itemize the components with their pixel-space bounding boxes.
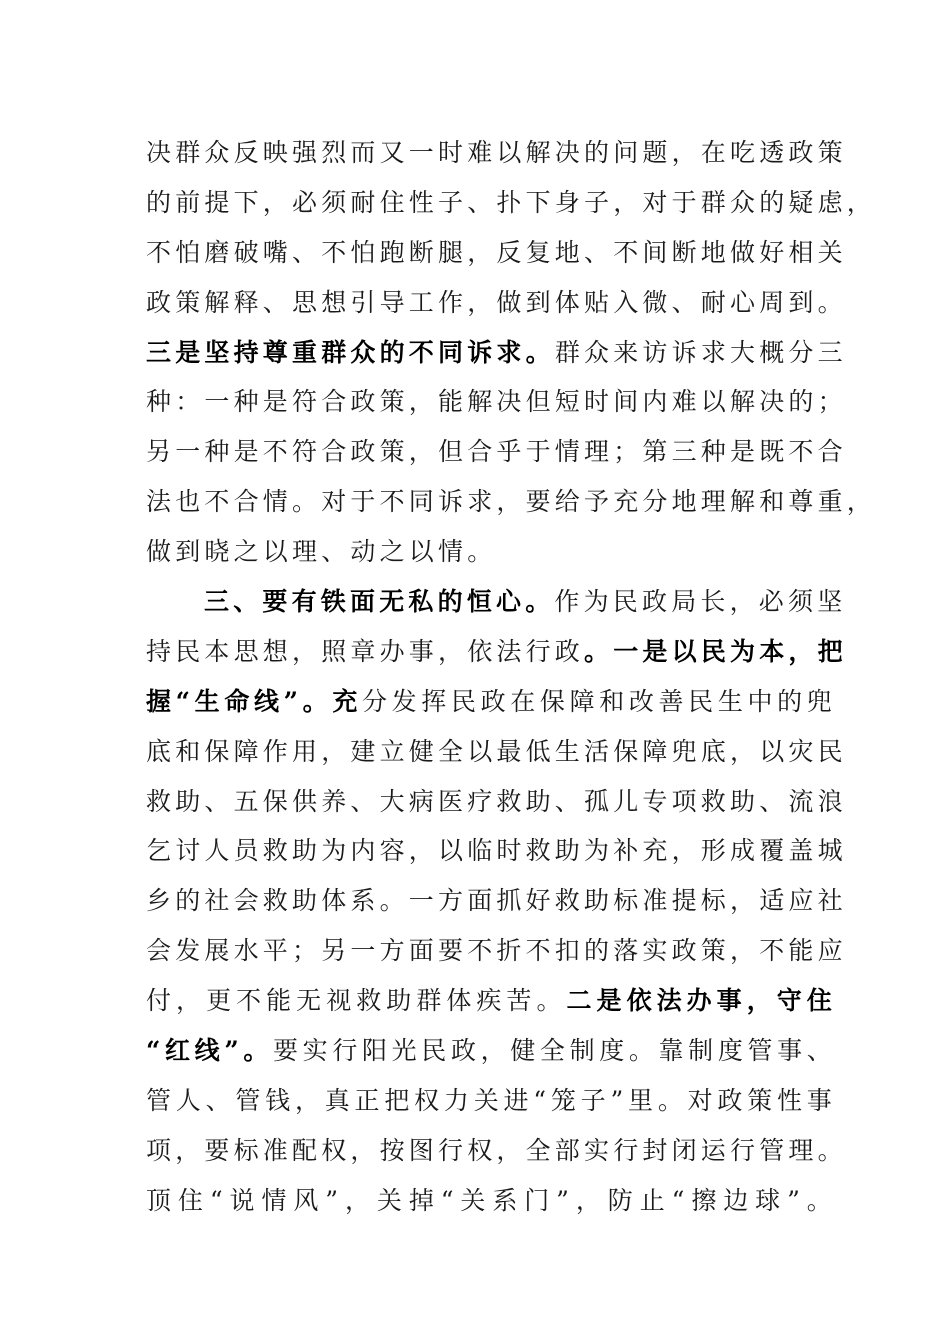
- text-segment: 作为民政局长，必须坚: [554, 587, 847, 617]
- document-page: [146, 128, 877, 1226]
- text-line: [146, 228, 847, 278]
- text-segment: 持民本思想，照章办事，依法行政: [146, 636, 585, 666]
- text-line: [146, 377, 847, 427]
- text-segment: 另一种是不符合政策，但合乎于情理；第三种是既不合: [146, 437, 847, 467]
- text-line: [146, 926, 847, 976]
- text-segment: 决群众反映强烈而又一时难以解决的问题，在吃透政策: [146, 138, 847, 167]
- text-segment: 要实行阳光民政，健全制度。靠制度管事、: [273, 1036, 836, 1066]
- text-line: [146, 427, 847, 477]
- bold-text-segment: 三是坚持尊重群众的不同诉求。: [146, 337, 555, 367]
- text-segment: 群众来访诉求大概分三: [554, 337, 847, 367]
- bold-text-segment: 。一是以民为本，把: [584, 636, 847, 666]
- text-segment: 做到晓之以理、动之以情。: [146, 537, 497, 567]
- text-segment: 项，要标准配权，按图行权，全部实行封闭运行管理。: [146, 1135, 847, 1165]
- text-segment: 救助、五保供养、大病医疗救助、孤儿专项救助、流浪: [146, 786, 847, 816]
- text-line: [146, 1126, 847, 1176]
- text-segment: 会发展水平；另一方面要不折不扣的落实政策，不能应: [146, 936, 847, 966]
- text-line: [146, 527, 836, 577]
- text-line: [146, 128, 847, 178]
- text-line: [146, 1176, 836, 1226]
- text-line: [146, 178, 877, 228]
- text-segment: 付，更不能无视救助群体疾苦。: [146, 986, 567, 1016]
- text-line: [146, 677, 836, 727]
- text-segment: 法也不合情。对于不同诉求，要给予充分地理解和尊重，: [146, 487, 877, 517]
- bold-text-segment: “红线”。: [146, 1036, 274, 1066]
- text-segment: 管人、管钱，真正把权力关进“笼子”里。对政策性事: [146, 1085, 836, 1115]
- text-line: [146, 477, 877, 527]
- text-segment: 乡的社会救助体系。一方面抓好救助标准提标，适应社: [146, 886, 847, 916]
- text-segment: 顶住“说情风”，关掉“关系门”，防止“擦边球”。: [146, 1185, 836, 1215]
- text-segment: 底和保障作用，建立健全以最低生活保障兜底，以灾民: [146, 736, 847, 766]
- text-line: [146, 278, 847, 328]
- text-line: [146, 577, 847, 627]
- text-segment: 种：一种是符合政策，能解决但短时间内难以解决的；: [146, 387, 847, 417]
- bold-text-segment: 握“生命线”。充: [146, 686, 362, 716]
- text-line: [146, 777, 847, 827]
- bold-text-segment: 三、要有铁面无私的恒心。: [204, 587, 555, 617]
- text-line: [146, 727, 847, 777]
- text-segment: 分发挥民政在保障和改善民生中的兜: [362, 686, 836, 716]
- text-line: [146, 826, 847, 876]
- text-line: [146, 627, 847, 677]
- text-segment: 不怕磨破嘴、不怕跑断腿，反复地、不间断地做好相关: [146, 237, 847, 267]
- text-line: [146, 328, 847, 378]
- text-line: [146, 1076, 836, 1126]
- bold-text-segment: 二是依法办事，守住: [566, 986, 836, 1016]
- text-segment: 政策解释、思想引导工作，做到体贴入微、耐心周到。: [146, 287, 847, 317]
- text-line: [146, 1026, 836, 1076]
- text-segment: 乞讨人员救助为内容，以临时救助为补充，形成覆盖城: [146, 836, 847, 866]
- text-line: [146, 976, 836, 1026]
- text-segment: 的前提下，必须耐住性子、扑下身子，对于群众的疑虑，: [146, 187, 877, 217]
- text-line: [146, 876, 847, 926]
